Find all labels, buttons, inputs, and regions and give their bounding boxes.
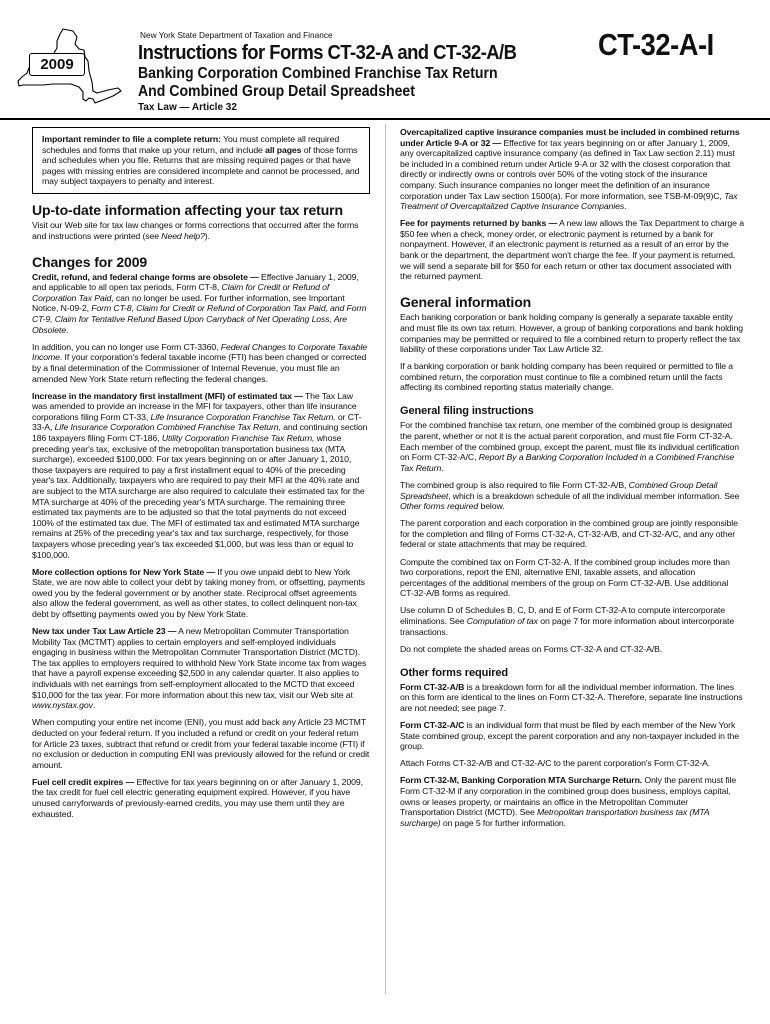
important-reminder-box (32, 127, 370, 194)
mfi-text-4: whose preceding year's tax, exclusive of the metropolitan transportation business tax (MTA surcharge), exceeded $100,000. For tax years beginning on or after January 1, 2010, those taxpayers are required to pay a first installment equal to 40% of the preceding year's tax. Additionally, taxpayers who are required to pay their MFI at the 40% rate and are subject to the MTA surcharge are also required to calculate their estimated tax for the MTA surcharge at 40% of the preceding year's MTA surcharge. The remaining three estimated tax payments are to be adjusted so that the total payments do not exceed 100% of the estimated tax due. The MFI of estimated tax and estimated MTA surcharge remains at 25% of the preceding year's tax and tax surcharge, respectively, for those taxpayers whose preceding year's tax exceeded $1,000, but was less than or equal to $100,000. (32, 432, 365, 560)
credit-refund-italic-2: Form CT-8, Claim for Credit or Refund of Corporation Tax Paid, and Form CT-9, Claim for Tentative Refund Based Upon Carryback of Net Operating Loss, Are Obsolete (32, 303, 367, 335)
collection-paragraph (32, 567, 370, 620)
collection-text-1: If you owe unpaid debt to New York State, we are now able to collect your debt by taking money from, or offsetting, payments owed you by the federal government or by another state. Reciprocal offset agreements also allow the federal government, as well as other states, to collect delinquent non-tax debt by offsetting payments owed you by New York State. (32, 566, 365, 619)
general-paragraph-1: Each banking corporation or bank holding company is generally a separate taxable entity and must file its own tax return. However, a group of banking corporations and bank holding companies may be permitted or required to file a combined return to properly reflect the tax liability of these corporations under Tax Law Article 32. (400, 312, 743, 355)
mfi-text-1: The Tax Law was amended to provide an increase in the MFI for taxpayers, other than life insurance corporations filing Form CT-33, (32, 390, 357, 422)
fee-lead: Fee for payments returned by banks — (400, 218, 558, 229)
captive-lead: Overcapitalized captive insurance companies must be included in combined returns under Article 9-A or 32 — (400, 127, 740, 148)
article23-paragraph (32, 626, 370, 711)
article23-text-2: . (92, 700, 96, 711)
fuel-cell-lead: Fuel cell credit expires — (32, 776, 135, 787)
fuel-cell-text-1: Effective for tax years beginning on or after January 1, 2009, the tax credit for fuel cell electric generating equipment expired. However, if you have unused carryforwards of previously-earned credits, you may use them until they are exhausted. (32, 776, 363, 819)
fee-paragraph (400, 218, 744, 282)
mfi-lead: Increase in the mandatory first installment (MFI) of estimated tax — (32, 390, 303, 401)
credit-refund-italic-1: Claim for Credit or Refund of Corporation Tax Paid (32, 282, 330, 303)
up-to-date-text-1: Visit our Web site for tax law changes or forms corrections that occurred after the forms and instructions were printed (see (32, 219, 359, 241)
general-paragraph-2: If a banking corporation or bank holding company has been required or permitted to file a combined return, the corporation must continue to file a combined return until the facts affecting its combined reporting status materially change. (400, 361, 734, 393)
article23-text-1: A new Metropolitan Commuter Transportation Mobility Tax (MCTMT) applies to certain employers and self-employed individuals engaging in business within the Metropolitan Commuter Transportation District (MCTD). The tax applies to employers required to withhold New York State income tax from wages that have a payroll expense exceeding $2,500 in any calendar quarter. It also applies to individuals with net earnings from self-employment allocated to the MCTD that exceed $10,000 for the tax year. For more information about this new tax, visit our Web site at (32, 626, 367, 700)
filing-p2-text-3: below. (478, 501, 505, 512)
credit-refund-text-1: Effective January 1, 2009, and applicable to all open tax periods, Form CT-8, (32, 271, 359, 293)
filing-p2-italic-1: Combined Group Detail Spreadsheet (400, 479, 718, 501)
other-forms-ct32ac (400, 720, 744, 752)
collection-lead: More collection options for New York State — (32, 566, 216, 577)
filing-p5-text-1: Use column D of Schedules B, C, D, and E of Form CT-32-A to compute intercorporate eliminations. See (400, 605, 725, 626)
section-heading-up-to-date: Up-to-date information affecting your tax return (32, 201, 343, 218)
reminder-text (42, 134, 361, 187)
captive-text-2: . (624, 201, 627, 212)
eni-paragraph: When computing your entire net income (ENI), you must add back any Article 23 MCTMT deducted on your federal return. If you included a refund or credit on your federal return for Article 23 taxes, subtract that refund or credit from your federal taxable income (FTI) if no exclusion or deduction in computing ENI was previously allowed for the refund or credit amount. (32, 717, 370, 770)
column-divider (385, 124, 386, 994)
filing-p5-text-2: on page 7 for more information about intercorporate transactions. (400, 615, 735, 637)
ct32ab-lead: Form CT-32-A/B (400, 681, 465, 692)
section-heading-changes: Changes for 2009 (32, 253, 148, 270)
reminder-text-1: You must complete all required schedules and forms that make up your return, and include (42, 134, 340, 155)
filing-p2-italic-2: Other forms required (400, 501, 479, 512)
header-divider (0, 118, 770, 120)
credit-refund-lead: Credit, refund, and federal change forms are obsolete — (32, 271, 259, 282)
filing-paragraph-5 (400, 605, 744, 637)
reminder-bold: all pages (265, 144, 302, 155)
subtitle-line-1: Banking Corporation Combined Franchise Tax Return (138, 65, 498, 82)
page-subtitle (138, 65, 498, 101)
mfi-italic-1: Life Insurance Corporation Franchise Tax Return, (150, 411, 336, 422)
filing-p2-text-1: The combined group is also required to file Form CT-32-A/B, (400, 479, 629, 490)
ct3360-text-2: . If your corporation's federal taxable income (FTI) has been changed or corrected by a final determination of the Commissioner of Internal Revenue, you must file an amended New York State return reflecting the federal changes. (32, 352, 367, 384)
fuel-cell-paragraph (32, 777, 370, 819)
filing-paragraph-4: Compute the combined tax on Form CT-32-A. If the combined group includes more than two corporations, report the ENI, alternative ENI, taxable assets, and allocation percentages of the additional members of the group on Form CT-32-A/B. Use additional CT-32-A/B forms as required. (400, 556, 730, 599)
mfi-text-2: or CT-33-A, (32, 411, 362, 433)
subtitle-line-2: And Combined Group Detail Spreadsheet (138, 83, 415, 100)
mfi-paragraph (32, 391, 370, 561)
mfi-text-3: and continuing section 186 taxpayers filing Form CT-186, (32, 422, 368, 443)
article23-lead: New tax under Tax Law Article 23 — (32, 626, 177, 637)
ct32ac-lead: Form CT-32-A/C (400, 720, 465, 731)
tax-year-badge: 2009 (29, 53, 85, 76)
ct3360-text-1: In addition, you can no longer use Form CT-3360, (32, 341, 221, 352)
right-column (400, 127, 744, 835)
filing-p5-italic-1: Computation of tax (466, 615, 538, 626)
reminder-lead: Important reminder to file a complete return: (42, 134, 221, 144)
ct32ac-text: is an individual form that must be filed by each member of the New York State combined group, except the parent corporation and any non-taxpayer included in the group. (400, 720, 739, 752)
left-column (32, 127, 370, 826)
filing-paragraph-6: Do not complete the shaded areas on Forms CT-32-A and CT-32-A/B. (400, 643, 663, 654)
captive-italic-1: Tax Treatment of Overcapitalized Captive Insurance Companies (400, 190, 738, 212)
department-name: New York State Department of Taxation and Finance (140, 30, 333, 40)
filing-p1-italic-1: Report By a Banking Corporation Included in a Combined Franchise Tax Return (400, 452, 735, 473)
need-help-reference: Need help? (161, 230, 205, 241)
fee-text-1: A new law allows the Tax Department to charge a $50 fee when a check, money order, or electronic payment is returned by a bank for nonpayment. However, if an electronic payment is returned as a result of an error by the bank or the department, the department won't charge the fee. If your payment is returned, we will send a separate bill for $50 for each return or other tax document associated with the returned payment. (400, 218, 744, 282)
ct32m-text-2: on page 5 for further information. (440, 817, 566, 828)
up-to-date-text-2: ). (204, 230, 210, 241)
captive-paragraph (400, 127, 744, 212)
filing-p2-text-2: , which is a breakdown schedule of all the individual member information. See (448, 490, 740, 501)
ct32m-lead: Form CT-32-M, Banking Corporation MTA Surcharge Return. (400, 775, 643, 786)
website-link[interactable]: www.nystax.gov (32, 700, 93, 711)
filing-paragraph-3: The parent corporation and each corporation in the combined group are jointly responsible for the completion and filing of Forms CT-32-A, CT-32-A/B, and CT-32-A/C, and any other federal or state attachments that may be required. (400, 518, 738, 550)
other-forms-ct32m (400, 775, 744, 828)
credit-refund-text-3: . (65, 324, 69, 335)
captive-text-1: Effective for tax years beginning on or after January 1, 2009, any overcapitalized captive insurance company (as defined in Tax Law section 2.11) must be included in a combined return under Article 9-A or 32 with the closest corporation that directly or indirectly owns or controls over 50% of the voting stock of the insurance company. Such insurance companies no longer meet the definition of an insurance corporation under Tax Law section 1500(a). For more information, see TSB-M-09(9)C, (400, 137, 735, 201)
credit-refund-text-2: , can no longer be used. For further information, see Important Notice, N-09-2, (32, 292, 345, 314)
page-title: Instructions for Forms CT-32-A and CT-32-A/B (138, 41, 517, 64)
section-heading-other-forms: Other forms required (400, 666, 509, 679)
ct32ab-text: is a breakdown form for all the individual member information. The lines on this form are identical to the lines on Form CT-32-A. Therefore, separate line instructions are not needed; see page 7. (400, 681, 743, 713)
up-to-date-paragraph (32, 220, 370, 241)
ct32m-italic-1: Metropolitan transportation business tax (MTA surcharge) (400, 807, 710, 828)
filing-paragraph-1 (400, 420, 744, 473)
section-heading-general-information: General information (400, 294, 532, 311)
credit-refund-paragraph (32, 272, 370, 336)
mfi-italic-3: Utility Corporation Franchise Tax Return, (161, 432, 315, 443)
filing-paragraph-2 (400, 480, 744, 512)
ct32m-text-1: Only the parent must file Form CT-32-M if any corporation in the combined group does business, employs capital, owns or leases property, or maintains an office in the Metropolitan Commuter Transportation District (MCTD). See (400, 775, 737, 818)
filing-p1-text-2: . (441, 462, 444, 473)
mfi-italic-2: Life Insurance Corporation Combined Franchise Tax Return, (54, 422, 281, 433)
tax-law-reference: Tax Law — Article 32 (138, 102, 237, 113)
other-forms-attach: Attach Forms CT-32-A/B and CT-32-A/C to the parent corporation's Form CT-32-A. (400, 758, 711, 769)
reminder-text-2: of those forms and schedules when you file. Returns that are missing required pages or that have pages with missing entries are considered incomplete and cannot be processed, and may subject taxpayers to penalty and interest. (42, 144, 360, 187)
form-id: CT-32-A-I (598, 27, 714, 62)
other-forms-ct32ab (400, 682, 744, 714)
ct3360-paragraph (32, 342, 370, 384)
section-heading-filing-instructions: General filing instructions (400, 405, 534, 418)
ct3360-italic-1: Federal Changes to Corporate Taxable Income (32, 341, 368, 363)
filing-p1-text-1: For the combined franchise tax return, one member of the combined group is designated the parent, whether or not it is the actual parent corporation, and must file Form CT-32-A. Each member of the combined group, except the parent, must file its individual certification on Form CT-32-A/C, (400, 420, 739, 463)
